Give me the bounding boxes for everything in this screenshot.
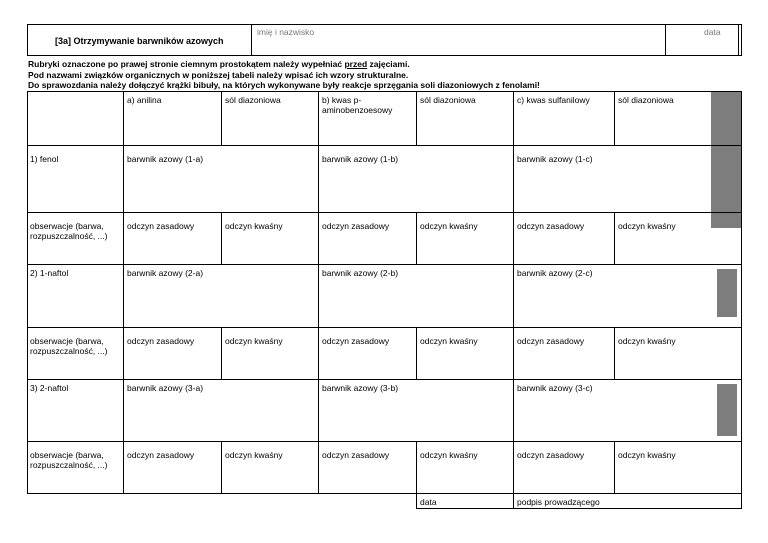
- col-line: [221, 91, 222, 146]
- acidic-reaction-label: odczyn kwaśny: [225, 336, 283, 346]
- dye-cell-label: barwnik azowy (2-b): [322, 268, 399, 278]
- row-line: [27, 327, 742, 328]
- instruction-line-3: Do sprawozdania należy dołączyć krążki bibuły, na których wykonywane były reakcje sprzęgania soli diazoniowych z fenolami!: [28, 80, 540, 90]
- dye-cell-label: barwnik azowy (3-c): [517, 383, 593, 393]
- header-salt-a: sól diazoniowa: [225, 95, 281, 105]
- header-sulfanilic: c) kwas sulfanilowy: [517, 95, 590, 105]
- col-line: [614, 91, 615, 146]
- dye-cell-label: barwnik azowy (1-b): [322, 154, 399, 164]
- row-line: [27, 493, 742, 494]
- phenol-label: 3) 2-naftol: [30, 383, 69, 393]
- col-line: [221, 441, 222, 494]
- dye-cell-label: barwnik azowy (2-c): [517, 268, 593, 278]
- fill-before-marker-1: [711, 91, 741, 228]
- row-line: [27, 212, 742, 213]
- dye-cell-label: barwnik azowy (3-b): [322, 383, 399, 393]
- observation-label: obserwacje (barwa, rozpuszczalność, ...): [30, 450, 108, 470]
- basic-reaction-label: odczyn zasadowy: [127, 221, 195, 231]
- supervisor-signature-label[interactable]: podpis prowadzącego: [517, 497, 600, 507]
- footer-date-label[interactable]: data: [420, 497, 437, 507]
- exercise-title: [3a] Otrzymywanie barwników azowych: [28, 25, 252, 55]
- dye-cell-label: barwnik azowy (2-a): [127, 268, 204, 278]
- col-line: [614, 327, 615, 380]
- report-table: [27, 91, 742, 509]
- col-line: [416, 441, 417, 494]
- header-aniline: a) anilina: [127, 95, 162, 105]
- header-salt-b: sól diazoniowa: [420, 95, 476, 105]
- col-line: [416, 212, 417, 265]
- instruction-1-end: zajęciami.: [367, 59, 410, 69]
- col-line: [614, 441, 615, 494]
- acidic-reaction-label: odczyn kwaśny: [618, 336, 676, 346]
- header-p-aminobenzoic: b) kwas p-aminobenzoesowy: [322, 95, 393, 115]
- row-line: [27, 264, 742, 265]
- fill-before-marker-2: [717, 269, 737, 317]
- dye-cell-label: barwnik azowy (3-a): [127, 383, 204, 393]
- header-box: [27, 24, 742, 56]
- col-line: [221, 212, 222, 265]
- basic-reaction-label: odczyn zasadowy: [517, 221, 585, 231]
- acidic-reaction-label: odczyn kwaśny: [225, 450, 283, 460]
- col-line: [513, 91, 514, 509]
- instruction-line-1: [28, 59, 410, 69]
- col-line: [416, 91, 417, 146]
- row-line: [27, 379, 742, 380]
- col-line: [221, 327, 222, 380]
- fill-before-marker-3: [717, 384, 737, 436]
- phenol-label: 1) fenol: [30, 154, 59, 164]
- col-line: [614, 212, 615, 265]
- instruction-line-2: Pod nazwami związków organicznych w poniższej tabeli należy wpisać ich wzory strukturalne.: [28, 70, 409, 80]
- basic-reaction-label: odczyn zasadowy: [322, 336, 390, 346]
- row-line: [416, 508, 742, 509]
- header-double-border: [738, 25, 739, 55]
- col-line: [416, 493, 417, 509]
- row-line: [27, 145, 742, 146]
- basic-reaction-label: odczyn zasadowy: [127, 450, 195, 460]
- dye-cell-label: barwnik azowy (1-c): [517, 154, 593, 164]
- date-field[interactable]: data: [704, 27, 721, 37]
- acidic-reaction-label: odczyn kwaśny: [225, 221, 283, 231]
- row-line: [27, 441, 742, 442]
- basic-reaction-label: odczyn zasadowy: [322, 221, 390, 231]
- dye-cell-label: barwnik azowy (1-a): [127, 154, 204, 164]
- header-salt-c: sól diazoniowa: [618, 95, 674, 105]
- basic-reaction-label: odczyn zasadowy: [322, 450, 390, 460]
- col-line: [741, 91, 742, 509]
- observation-label: obserwacje (barwa, rozpuszczalność, ...): [30, 221, 108, 241]
- observation-label: obserwacje (barwa, rozpuszczalność, ...): [30, 336, 108, 356]
- acidic-reaction-label: odczyn kwaśny: [420, 221, 478, 231]
- acidic-reaction-label: odczyn kwaśny: [420, 450, 478, 460]
- instruction-1-text: Rubryki oznaczone po prawej stronie ciemnym prostokątem należy wypełniać: [28, 59, 345, 69]
- col-line: [416, 327, 417, 380]
- basic-reaction-label: odczyn zasadowy: [517, 450, 585, 460]
- acidic-reaction-label: odczyn kwaśny: [618, 221, 676, 231]
- basic-reaction-label: odczyn zasadowy: [517, 336, 585, 346]
- acidic-reaction-label: odczyn kwaśny: [618, 450, 676, 460]
- instruction-1-underlined: przed: [344, 59, 368, 69]
- acidic-reaction-label: odczyn kwaśny: [420, 336, 478, 346]
- basic-reaction-label: odczyn zasadowy: [127, 336, 195, 346]
- row-line: [27, 91, 742, 92]
- col-line: [27, 91, 28, 494]
- col-line: [123, 91, 124, 494]
- phenol-label: 2) 1-naftol: [30, 268, 69, 278]
- name-field[interactable]: imię i nazwisko: [252, 25, 666, 55]
- col-line: [318, 91, 319, 494]
